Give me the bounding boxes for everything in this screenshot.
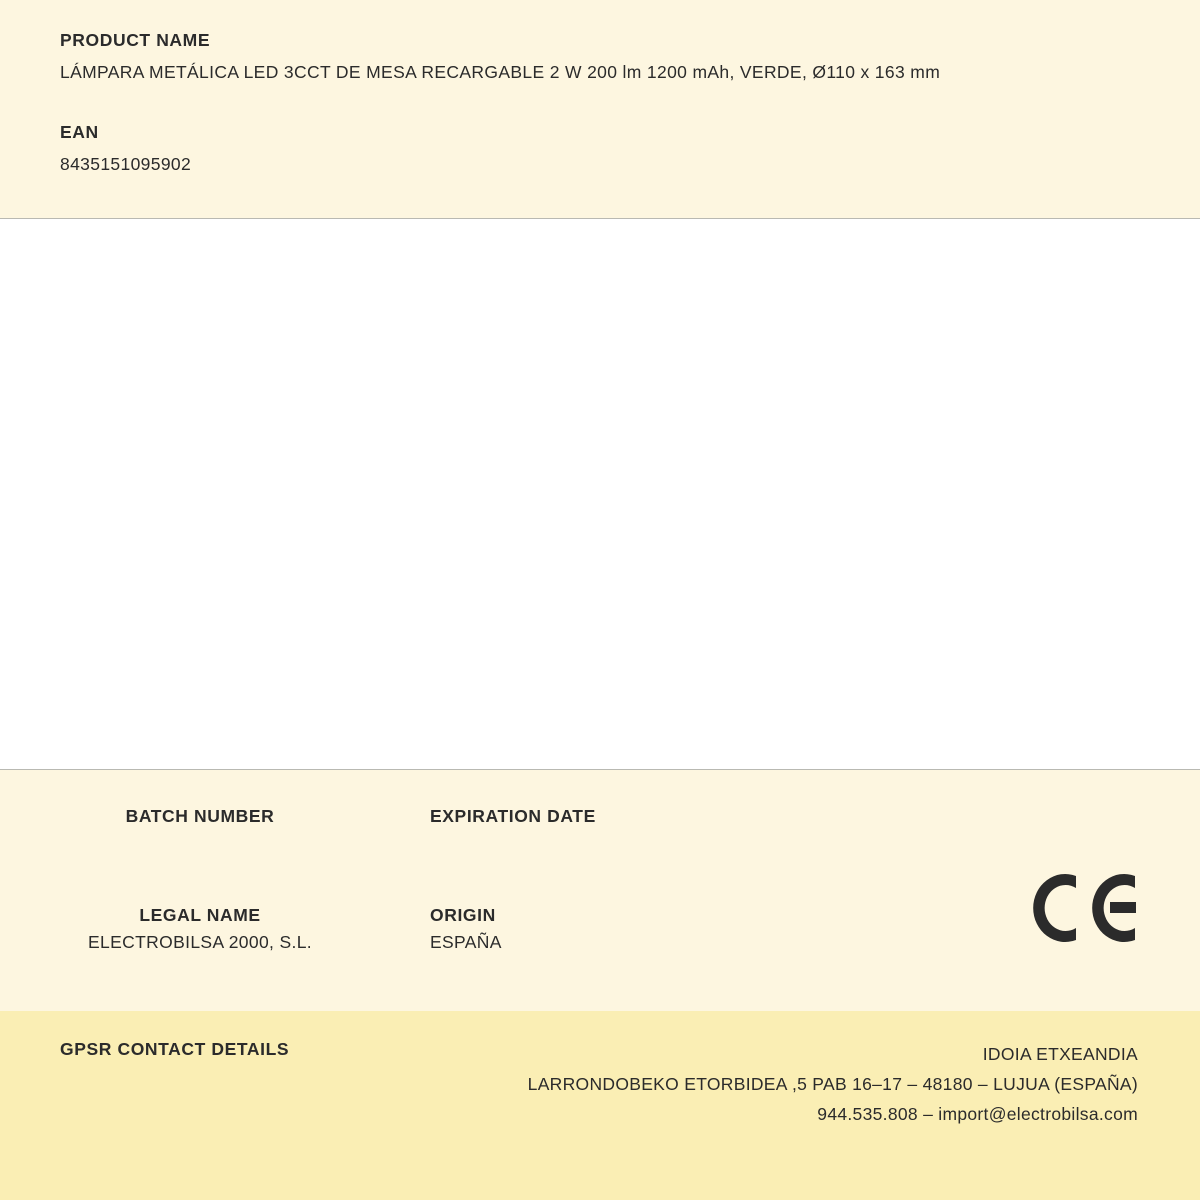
origin-value: ESPAÑA <box>430 932 502 952</box>
ean-label: EAN <box>60 122 99 142</box>
gpsr-address: LARRONDOBEKO ETORBIDEA ,5 PAB 16–17 – 48180 – LUJUA (ESPAÑA) <box>527 1074 1138 1095</box>
legal-name-field <box>0 905 400 953</box>
legal-name-label: LEGAL NAME <box>139 905 261 925</box>
product-name-label: PRODUCT NAME <box>60 30 211 50</box>
batch-number-field <box>0 806 400 833</box>
product-info-section <box>0 0 1200 219</box>
gpsr-contact-label: GPSR CONTACT DETAILS <box>60 1039 290 1059</box>
batch-number-label: BATCH NUMBER <box>125 806 275 826</box>
section-spacer <box>60 83 1140 122</box>
ean-value: 8435151095902 <box>60 154 192 174</box>
expiration-date-field <box>400 806 800 833</box>
gpsr-contact-name: IDOIA ETXEANDIA <box>982 1044 1138 1064</box>
origin-field <box>400 905 800 953</box>
expiration-date-label: EXPIRATION DATE <box>430 806 596 826</box>
product-details-section <box>0 770 1200 1011</box>
details-row-primary <box>0 806 1200 833</box>
gpsr-contact-block <box>528 1039 1138 1129</box>
product-name-value: LÁMPARA METÁLICA LED 3CCT DE MESA RECARGABLE 2 W 200 lm 1200 mAh, VERDE, Ø110 x 163 mm <box>60 62 941 82</box>
ce-mark-column <box>800 806 1200 833</box>
ce-mark-icon <box>1032 872 1137 944</box>
details-row-secondary <box>0 905 1200 953</box>
product-image-area <box>0 219 1200 770</box>
legal-name-value: ELECTROBILSA 2000, S.L. <box>88 932 312 952</box>
origin-label: ORIGIN <box>430 905 496 925</box>
gpsr-contact-line: 944.535.808 – import@electrobilsa.com <box>817 1104 1138 1125</box>
gpsr-footer <box>0 1011 1200 1200</box>
